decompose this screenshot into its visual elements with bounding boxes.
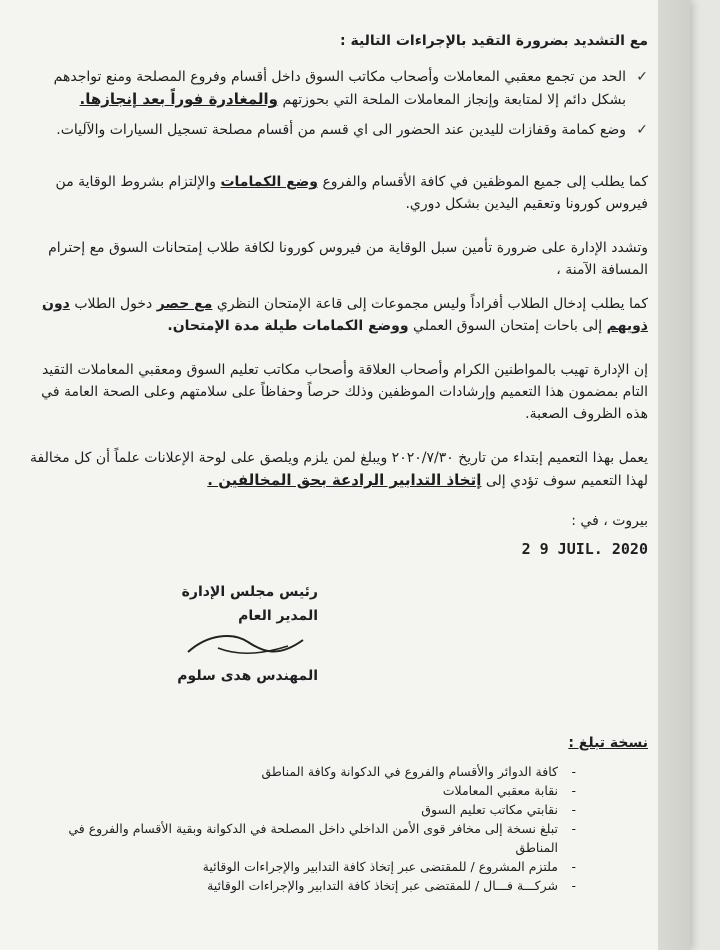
masks-text-end: والإلتزام بشروط الوقاية من فيروس كورونا وتعقيم اليدين بشكل دوري. bbox=[55, 174, 648, 212]
cc-list bbox=[28, 762, 648, 895]
checkmark-icon: ✓ bbox=[636, 122, 648, 138]
students-text-3: إلى باحات إمتحان السوق العملي bbox=[413, 318, 603, 334]
cc-heading bbox=[28, 732, 648, 754]
checkmark-icon: ✓ bbox=[636, 69, 648, 85]
cc-title: نسخة تبلغ : bbox=[568, 735, 648, 751]
students-text: كما يطلب إدخال الطلاب أفراداً وليس مجموعات إلى قاعة الإمتحان النظري bbox=[216, 296, 648, 312]
list-item: - شركـــة فـــال / للمقتضى عبر إتخاذ كافة التدابير والإجراءات الوقائية bbox=[28, 876, 648, 895]
list-item: - نقابتي مكاتب تعليم السوق bbox=[28, 800, 648, 819]
signatory-title: رئيس مجلس الإدارة bbox=[181, 584, 318, 600]
requirement-text: الحد من تجمع معقبي المعاملات وأصحاب مكاتب السوق داخل أقسام وفروع المصلحة ومنع تواجدهم بشكل دائم إلا لمتابعة وإنجاز المعاملات الملحة التي بحوزتهم bbox=[53, 69, 626, 108]
masks-text: كما يطلب إلى جميع الموظفين في كافة الأقسام والفروع bbox=[322, 174, 648, 190]
students-paragraph bbox=[28, 293, 648, 337]
signature-block bbox=[28, 580, 648, 688]
appeal-paragraph: إن الإدارة تهيب بالمواطنين الكرام وأصحاب العلاقة وأصحاب مكاتب تعليم السوق ومعقبي المعاملات التقيد التام بمضمون هذا التعميم وإرشادات الموظفين وذلك حرصاً وحفاظاً على سلامتهم وعلى الصحة العامة في هذه الظروف الصعبة. bbox=[41, 362, 648, 422]
place-date-block bbox=[28, 510, 648, 560]
masks-emphasis: وضع الكمامات bbox=[220, 174, 318, 190]
circular-body bbox=[28, 30, 648, 895]
effective-paragraph bbox=[28, 447, 648, 492]
students-emphasis-3: ووضع الكمامات طيلة مدة الإمتحان. bbox=[167, 318, 409, 334]
masks-paragraph bbox=[28, 171, 648, 215]
signatory-name: المهندس هدى سلوم bbox=[177, 668, 318, 684]
list-item: - كافة الدوائر والأقسام والفروع في الدكوانة وكافة المناطق bbox=[28, 762, 648, 781]
students-text-2: دخول الطلاب bbox=[74, 296, 153, 312]
effective-text: يعمل بهذا التعميم إبتداء من تاريخ ٢٠٢٠/٧/٣٠ ويبلغ لمن يلزم ويلصق على لوحة الإعلانات علماً أن كل مخالفة لهذا التعميم سوف تؤدي إلى bbox=[30, 450, 648, 489]
date-stamp: 2 9 JUIL. 2020 bbox=[521, 540, 648, 558]
signatory-position: المدير العام bbox=[238, 608, 318, 624]
page-shadow bbox=[658, 0, 690, 950]
list-item: - تبلغ نسخة إلى مخافر قوى الأمن الداخلي داخل المصلحة في الدكوانة وبقية الأقسام والفروع في المناطق bbox=[28, 819, 648, 857]
intro-line: مع التشديد بضرورة التقيد بالإجراءات التالية : bbox=[339, 33, 648, 49]
place-label: بيروت ، في : bbox=[571, 513, 648, 529]
list-item: - ملتزم المشروع / للمقتضى عبر إتخاذ كافة التدابير والإجراءات الوقائية bbox=[28, 857, 648, 876]
exam-paragraph: وتشدد الإدارة على ضرورة تأمين سبل الوقاية من فيروس كورونا لكافة طلاب إمتحانات السوق مع إحترام المسافة الآمنة ، bbox=[48, 240, 648, 278]
students-emphasis-2: دون ذويهم bbox=[42, 296, 648, 334]
requirement-emphasis: والمغادرة فوراً بعد إنجازها. bbox=[79, 90, 279, 108]
effective-emphasis: إتخاذ التدابير الرادعة بحق المخالفين . bbox=[207, 471, 482, 489]
students-emphasis-1: مع حصر bbox=[156, 296, 213, 312]
requirement-text: وضع كمامة وقفازات لليدين عند الحضور الى اي قسم من أقسام مصلحة تسجيل السيارات والآليات. bbox=[56, 122, 626, 138]
handwritten-signature-icon bbox=[178, 628, 318, 664]
requirement-item bbox=[28, 119, 648, 141]
requirement-item bbox=[28, 66, 648, 111]
list-item: - نقابة معقبي المعاملات bbox=[28, 781, 648, 800]
